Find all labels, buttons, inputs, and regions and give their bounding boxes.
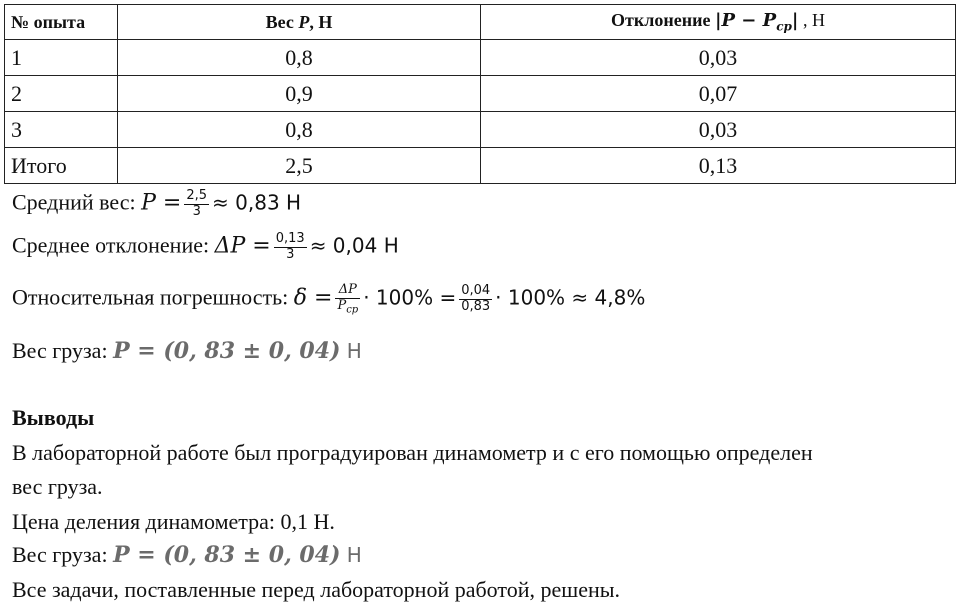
weight-result-line (12, 338, 362, 364)
rel-den2: 0,83 (461, 299, 491, 315)
table-row (5, 76, 956, 112)
cell-deviation: 0,07 (481, 76, 956, 112)
cell-weight: 0,8 (118, 40, 481, 76)
mean-label: Средний вес: (12, 189, 142, 215)
header-trial-number: № опыта (5, 5, 118, 40)
cell-deviation: 0,03 (481, 112, 956, 148)
rel-fraction-1 (335, 283, 360, 316)
dev-fraction (274, 232, 307, 263)
table-row (5, 40, 956, 76)
relative-error-line (12, 283, 645, 316)
cell-weight: 0,8 (118, 112, 481, 148)
weight-expr: P = (0, 83 ± 0, 04) (113, 338, 341, 364)
weight-conclusion-expr: P = (0, 83 ± 0, 04) (113, 542, 341, 568)
results-table (4, 4, 956, 184)
cell-deviation: 0,13 (481, 148, 956, 184)
final-statement: Все задачи, поставленные перед лабораторной работой, решены. (12, 577, 621, 602)
mean-lhs: P = (141, 190, 182, 216)
weight-label: Вес груза: (12, 338, 114, 363)
conclusions-text-2: вес груза. (12, 474, 103, 499)
cell-weight: 2,5 (118, 148, 481, 184)
division-value-line: Цена деления динамометра: 0,1 Н. (12, 509, 335, 534)
table-row-total (5, 148, 956, 184)
rel-den1: $P_{cp}$ (337, 297, 359, 316)
conclusions-heading: Выводы (12, 405, 95, 430)
dev-den: 3 (286, 246, 295, 262)
dev-lhs: ΔP = (214, 233, 271, 259)
mean-fraction (184, 189, 209, 220)
rel-rhs: · 100% ≈ 4,8% (495, 285, 646, 310)
rel-fraction-2 (459, 284, 492, 315)
rel-lhs: δ = (293, 285, 333, 311)
dev-num: 0,13 (275, 231, 305, 246)
header-weight: Вес P, Н (118, 5, 481, 40)
weight-unit: Н (340, 339, 362, 363)
rel-num1: ΔP (335, 283, 360, 299)
dev-rhs: ≈ 0,04 Н (309, 233, 399, 258)
weight-conclusion-unit: Н (340, 543, 362, 567)
table-row (5, 112, 956, 148)
weight-conclusion-label: Вес груза: (12, 542, 114, 567)
cell-trial: 2 (5, 76, 118, 112)
cell-trial: 1 (5, 40, 118, 76)
mean-den: 3 (192, 203, 201, 219)
rel-label: Относительная погрешность: (12, 284, 294, 310)
cell-trial: Итого (5, 148, 118, 184)
header-deviation: Отклонение $|P - P_{ср}|$ , Н (481, 5, 956, 40)
conclusions-text-1: В лабораторной работе был проградуирован динамометр и с его помощью определен (12, 440, 813, 465)
mean-weight-line (12, 189, 301, 220)
cell-trial: 3 (5, 112, 118, 148)
dev-label: Среднее отклонение: (12, 232, 215, 258)
cell-weight: 0,9 (118, 76, 481, 112)
rel-mid: · 100% = (363, 285, 457, 310)
cell-deviation: 0,03 (481, 40, 956, 76)
weight-conclusion-line (12, 542, 362, 568)
rel-num2: 0,04 (461, 283, 491, 299)
table-header-row (5, 5, 956, 40)
mean-num: 2,5 (186, 188, 208, 203)
mean-deviation-line (12, 232, 399, 263)
mean-rhs: ≈ 0,83 Н (212, 190, 302, 215)
